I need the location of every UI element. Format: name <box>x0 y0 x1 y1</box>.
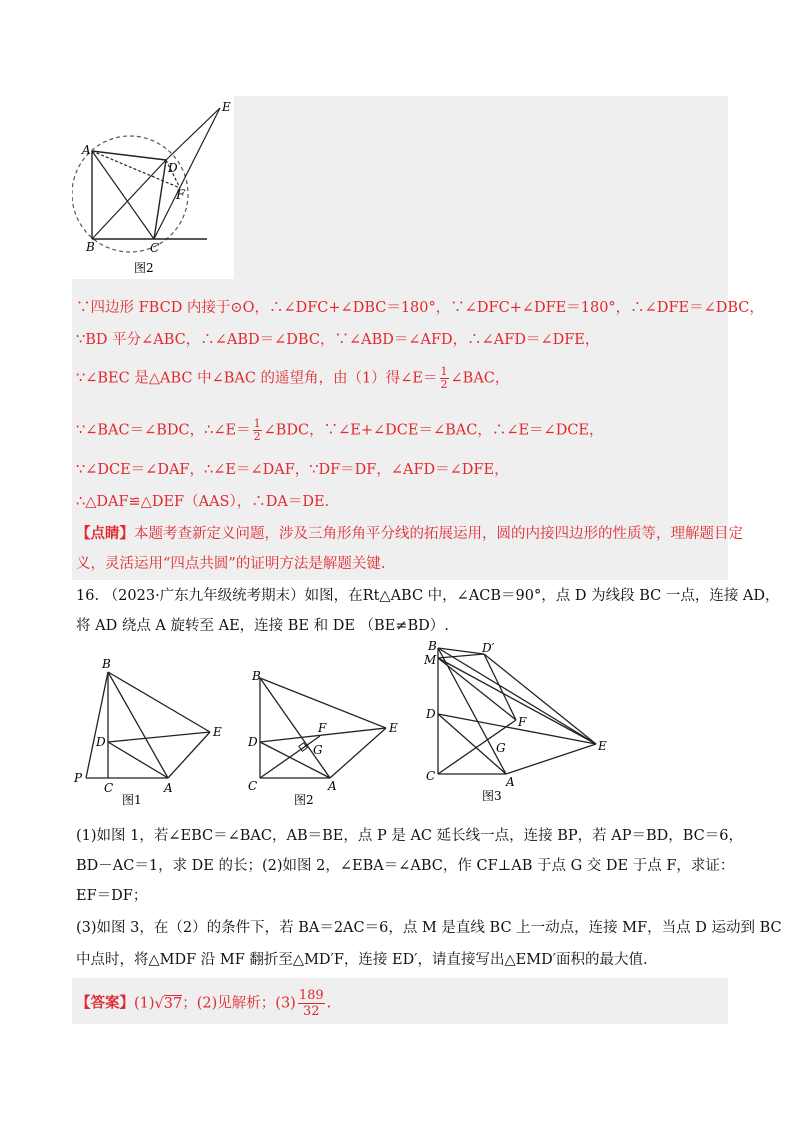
fig3-label-F: F <box>518 715 527 729</box>
solution-line-2: ∵BD 平分∠ABC，∴∠ABD＝∠DBC，∵∠ABD＝∠AFD，∴∠AFD＝∠DFE， <box>76 332 600 348</box>
problem-16-line-1: 16. （2023·广东九年级统考期末）如图，在Rt△ABC 中，∠ACB＝90°，点 D 为线段 BC 一点，连接 AD， <box>76 588 780 604</box>
problem-figures <box>72 640 632 810</box>
question-1-line-c: EF＝DF； <box>76 888 148 904</box>
fig1-label-A: A <box>164 781 173 795</box>
figure-2 <box>247 669 398 807</box>
fig3-label-B: B <box>428 640 437 653</box>
fig1-label-B: B <box>102 657 111 671</box>
fig1-label-C: C <box>104 781 114 795</box>
solution-line-4: ∵∠BAC＝∠BDC，∴∠E＝ $\frac{1}{2}$ ∠BDC，∵∠E+∠DCE＝∠BAC，∴∠E＝∠DCE， <box>76 417 604 443</box>
answer-line: 【答案】(1)√37；(2)见解析；(3) $\frac{189}{32}$ . <box>76 988 332 1019</box>
label-B: B <box>86 240 95 254</box>
fig3-label-A: A <box>506 775 515 789</box>
fig3-label-E: E <box>598 739 607 753</box>
question-1-line-b: BD－AC＝1，求 DE 的长；(2)如图 2，∠EBA＝∠ABC，作 CF⊥AB 于点 G 交 DE 于点 F，求证： <box>76 858 735 874</box>
fig3-caption: 图3 <box>482 789 502 803</box>
fig2-label-C: C <box>248 779 258 793</box>
label-A: A <box>82 143 91 157</box>
fig2-label-F: F <box>318 721 327 735</box>
question-3-line-a: (3)如图 3，在（2）的条件下，若 BA＝2AC＝6，点 M 是直线 BC 上一动点，连接 MF，当点 D 运动到 BC <box>76 920 782 936</box>
label-F: F <box>176 188 186 203</box>
solution-line-1: ∵四边形 FBCD 内接于⊙O，∴∠DFC+∠DBC＝180°，∵∠DFC+∠DFE＝180°，∴∠DFE＝∠DBC， <box>76 300 764 316</box>
comment-line-1: 【点睛】本题考查新定义问题，涉及三角形角平分线的拓展运用，圆的内接四边形的性质等，理解题目定 <box>76 525 743 542</box>
fig1-label-E: E <box>213 725 222 739</box>
figures-row <box>72 640 632 810</box>
fig1-label-P: P <box>74 771 83 785</box>
label-C: C <box>150 241 160 255</box>
fig2-label-A: A <box>328 779 337 793</box>
fig2-caption: 图2 <box>294 793 314 807</box>
label-E: E <box>222 100 231 114</box>
figure-1 <box>73 657 222 807</box>
solution-line-3: ∵∠BEC 是△ABC 中∠BAC 的遥望角，由（1）得∠E＝ $\frac{1}{2}$ ∠BAC， <box>76 365 510 391</box>
question-3-line-b: 中点时，将△MDF 沿 MF 翻折至△MD′F，连接 ED′，请直接写出△EMD′面积的最大值. <box>76 952 648 968</box>
fig3-label-C: C <box>426 769 436 783</box>
solution-line-6: ∴△DAF≌△DEF（AAS），∴DA＝DE. <box>76 494 330 510</box>
comment-line-2: 义，灵活运用“四点共圆”的证明方法是解题关键. <box>76 556 386 572</box>
fig1-label-D: D <box>96 735 106 749</box>
solution-line-5: ∵∠DCE＝∠DAF，∴∠E＝∠DAF，∵DF＝DF，∠AFD＝∠DFE， <box>76 462 509 478</box>
fig3-label-G: G <box>496 741 506 755</box>
fig2-label-G: G <box>313 743 323 757</box>
figure-caption: 图2 <box>134 261 154 275</box>
fig3-label-D: D <box>426 707 436 721</box>
fig1-caption: 图1 <box>122 793 142 807</box>
fig2-label-B: B <box>252 669 261 683</box>
problem-16-line-2: 将 AD 绕点 A 旋转至 AE，连接 BE 和 DE （BE≠BD）. <box>76 618 449 634</box>
figure-3 <box>423 640 607 803</box>
fig2-label-E: E <box>389 721 398 735</box>
circle-diagram <box>72 96 234 279</box>
fig2-label-D: D <box>248 735 258 749</box>
label-D: D <box>168 161 178 175</box>
figure-circle <box>72 96 234 279</box>
fig3-label-Dprime: D′ <box>482 641 495 655</box>
fig3-label-M: M <box>424 653 437 667</box>
question-1-line-a: (1)如图 1，若∠EBC＝∠BAC，AB＝BE，点 P 是 AC 延长线一点，连接 BP，若 AP＝BD，BC＝6， <box>76 828 744 844</box>
